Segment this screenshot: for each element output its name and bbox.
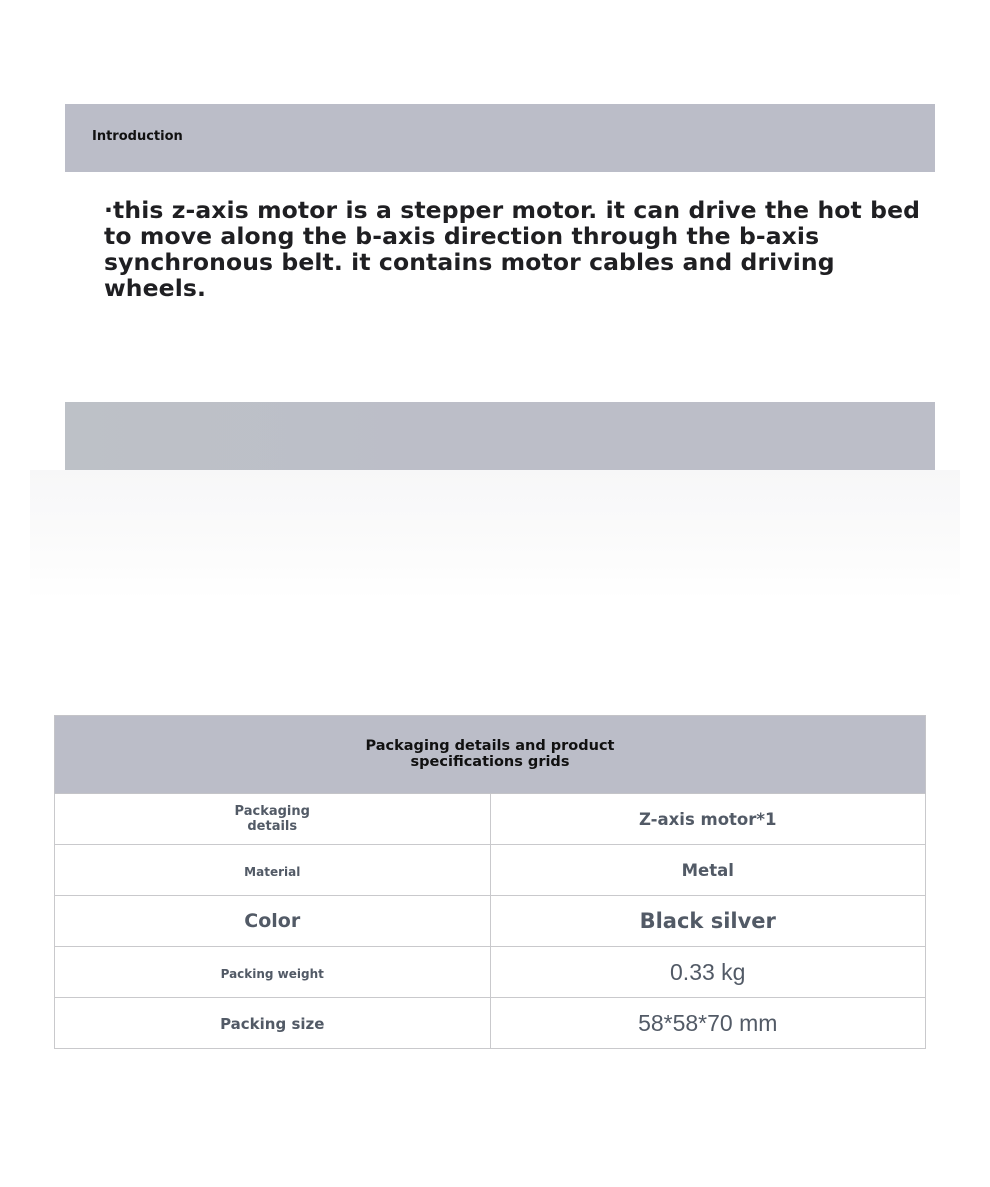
spec-value-cell [490, 794, 926, 845]
spec-value: Metal [681, 860, 734, 880]
spec-label-cell [55, 896, 491, 947]
spec-value: 0.33 kg [670, 958, 746, 985]
spec-table-title: Packaging details and product specifications grids [365, 737, 615, 770]
spec-value-cell [490, 998, 926, 1049]
spec-table-title-cell [55, 716, 926, 794]
spec-label-cell [55, 947, 491, 998]
table-row [55, 896, 926, 947]
spec-value: 58*58*70 mm [638, 1009, 778, 1036]
spec-label-cell [55, 998, 491, 1049]
spec-value-cell [490, 845, 926, 896]
section-band [65, 402, 935, 470]
table-row [55, 998, 926, 1049]
table-row [55, 794, 926, 845]
spec-table-header-row [55, 716, 926, 794]
introduction-header [65, 104, 935, 172]
table-row [55, 947, 926, 998]
spec-value-cell [490, 896, 926, 947]
spec-value-cell [490, 947, 926, 998]
spec-table [54, 715, 926, 1049]
introduction-title: Introduction [92, 129, 183, 144]
spec-label: Material [244, 864, 301, 879]
spec-value: Z-axis motor*1 [638, 809, 777, 829]
introduction-text: ·this z-axis motor is a stepper motor. it can drive the hot bed to move along the b-axis direction through the b-axis synchronous belt. it contains motor cables and driving wheels. [104, 196, 921, 302]
spec-label: Packing size [220, 1014, 325, 1033]
faded-image-area [30, 470, 960, 600]
band-sheen [65, 402, 445, 470]
spec-value: Black silver [639, 909, 776, 933]
spec-label-cell [55, 794, 491, 845]
spec-label-cell [55, 845, 491, 896]
spec-label: Packaging details [234, 804, 310, 834]
spec-label: Color [244, 910, 301, 932]
table-row [55, 845, 926, 896]
spec-label: Packing weight [220, 966, 324, 981]
